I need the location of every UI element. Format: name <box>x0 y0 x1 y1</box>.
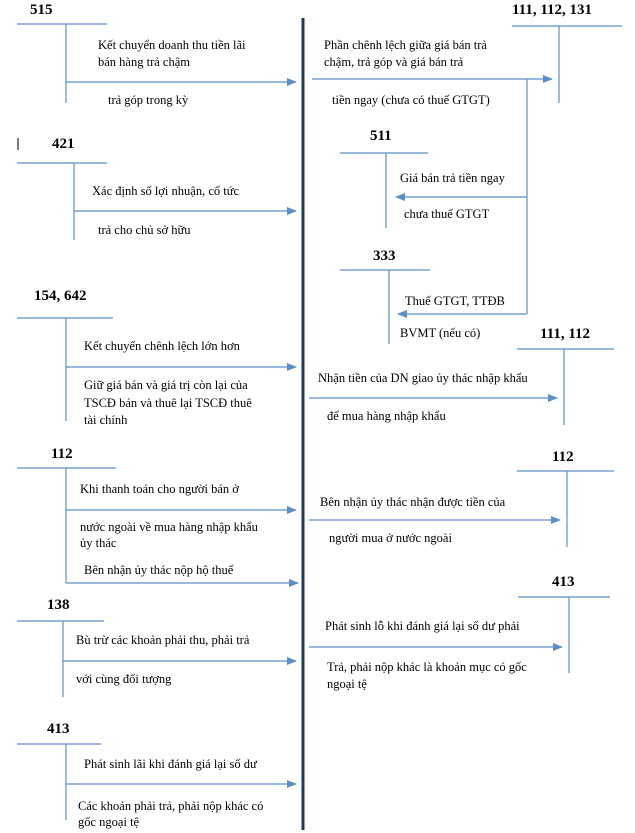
account-138: 138 <box>47 597 70 613</box>
label-154-line2: Giữ giá bán và giá trị còn lại của <box>84 378 248 392</box>
label-333-line1: Thuế GTGT, TTĐB <box>405 294 505 308</box>
label-413-left-line2: Các khoản phải trả, phải nộp khác có <box>78 799 264 813</box>
label-112-line4: Bên nhận ủy thác nộp hộ thuế <box>84 563 234 577</box>
label-r111m-line2: để mua hàng nhập khẩu <box>327 409 446 423</box>
label-r111-line2: chậm, trả góp và giá bán trả <box>324 55 464 69</box>
label-112-line3: ủy thác <box>80 536 117 550</box>
account-515: 515 <box>30 2 53 18</box>
label-r413-line3: ngoại tệ <box>327 677 367 691</box>
label-333-line2: BVMT (nếu có) <box>400 326 481 340</box>
label-511-line1: Giá bán trả tiền ngay <box>400 171 505 185</box>
account-112-right: 112 <box>552 449 574 465</box>
account-111-112-131: 111, 112, 131 <box>512 2 593 18</box>
label-421-line1: Xác định số lợi nhuận, cổ tức <box>92 184 240 198</box>
account-112-left: 112 <box>51 446 73 462</box>
account-111-112: 111, 112 <box>540 326 591 342</box>
label-r112-line1: Bên nhận ủy thác nhận được tiền của <box>320 495 506 509</box>
label-515-line2: bán hàng trả chậm <box>98 55 190 69</box>
account-154-642: 154, 642 <box>34 288 87 304</box>
account-413-right: 413 <box>552 574 575 590</box>
label-515-line3: trả góp trong kỳ <box>108 93 189 107</box>
label-r112-line2: người mua ở nước ngoài <box>329 531 452 545</box>
label-r413-line2: Trả, phải nộp khác là khoản mục có gốc <box>327 660 527 674</box>
label-154-line1: Kết chuyển chênh lệch lớn hơn <box>84 339 240 353</box>
label-r111m-line1: Nhận tiền của DN giao ủy thác nhập khẩu <box>318 371 528 385</box>
label-511-line2: chưa thuế GTGT <box>404 207 490 221</box>
label-515-line1: Kết chuyển doanh thu tiền lãi <box>98 38 246 52</box>
label-154-line4: tài chính <box>84 413 128 427</box>
account-413-left: 413 <box>47 721 70 737</box>
label-112-line1: Khi thanh toán cho người bán ở <box>80 482 239 496</box>
account-333: 333 <box>373 248 396 264</box>
label-r111-line3: tiền ngay (chưa có thuế GTGT) <box>332 93 490 107</box>
account-421: 421 <box>52 136 75 152</box>
label-r111-line1: Phần chênh lệch giữa giá bán trả <box>324 38 487 52</box>
label-138-line1: Bù trừ các khoản phải thu, phải trả <box>76 633 250 647</box>
account-511: 511 <box>370 128 392 144</box>
label-413-left-line1: Phát sinh lãi khi đánh giá lại số dư <box>84 757 257 771</box>
label-154-line3: TSCĐ bán và thuê lại TSCĐ thuê <box>84 396 252 410</box>
label-138-line2: với cùng đối tượng <box>76 672 172 686</box>
label-112-line2: nước ngoài về mua hàng nhập khẩu <box>80 520 258 534</box>
label-413-left-line3: gốc ngoại tệ <box>78 815 140 829</box>
label-r413-line1: Phát sinh lỗ khi đánh giá lại số dư phải <box>325 619 520 633</box>
label-421-line2: trả cho chủ sở hữu <box>98 223 191 237</box>
